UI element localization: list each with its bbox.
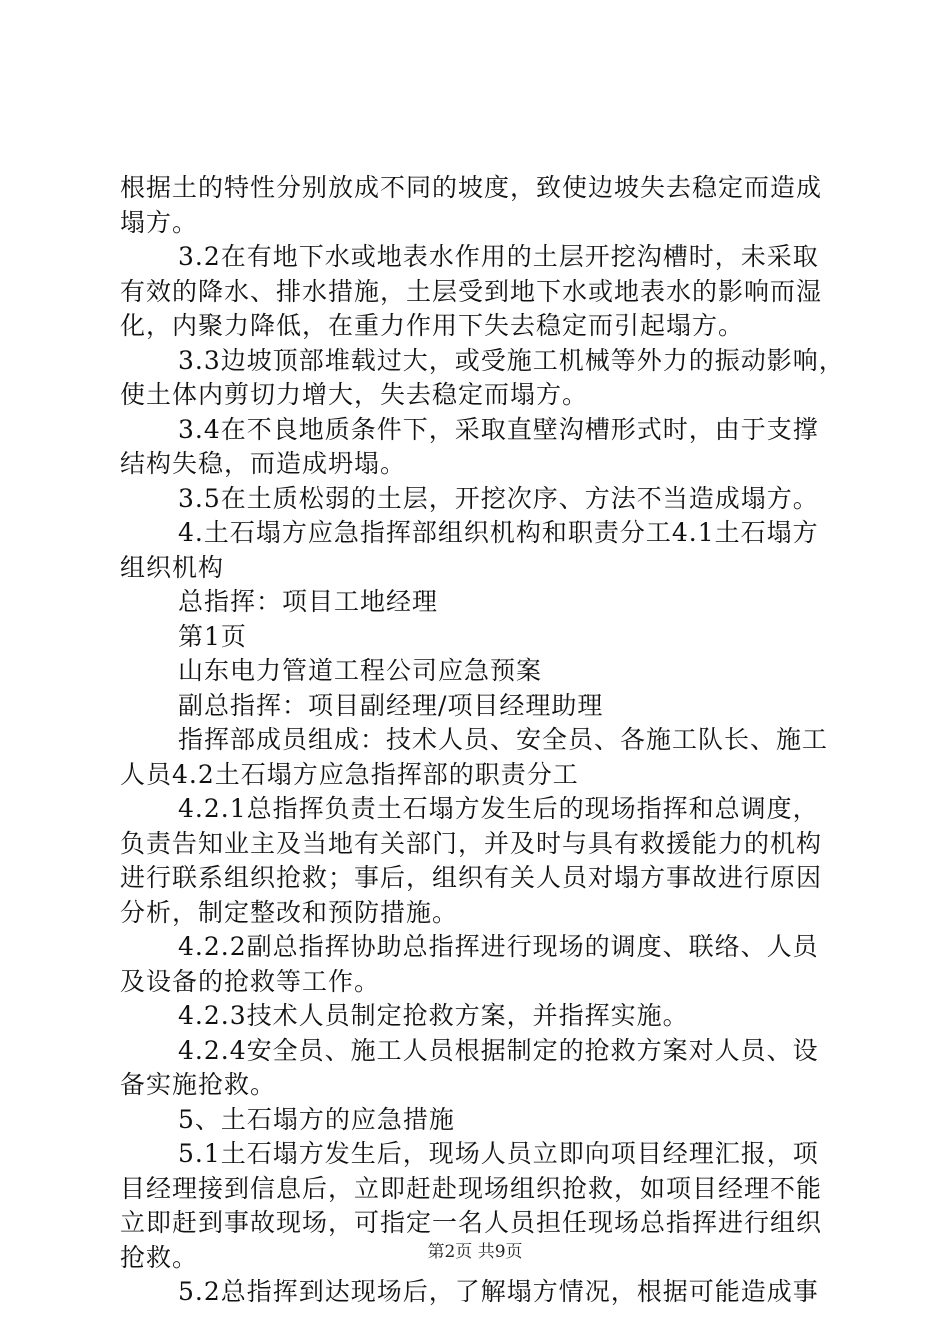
text-line: 备实施抢救。	[120, 1070, 277, 1099]
text-line: 使土体内剪切力增大，失去稳定而塌方。	[120, 380, 589, 409]
text-line: 分析，制定整改和预防措施。	[120, 897, 459, 927]
text-line: 化，内聚力降低，在重力作用下失去稳定而引起塌方。	[120, 311, 745, 340]
text-line: 总指挥：项目工地经理	[178, 587, 439, 616]
text-line: 4.2.2副总指挥协助总指挥进行现场的调度、联络、人员	[178, 932, 819, 961]
text-line: 人员4.2土石塌方应急指挥部的职责分工	[120, 759, 579, 789]
text-line: 山东电力管道工程公司应急预案	[178, 656, 543, 685]
text-line: 4.2.1总指挥负责土石塌方发生后的现场指挥和总调度，	[178, 794, 819, 823]
text-line: 及设备的抢救等工作。	[120, 966, 381, 996]
text-line: 3.2在有地下水或地表水作用的土层开挖沟槽时，未采取	[178, 242, 819, 271]
text-line: 结构失稳，而造成坍塌。	[120, 449, 407, 478]
text-line: 3.4在不良地质条件下，采取直壁沟槽形式时，由于支撑	[178, 414, 819, 444]
text-line: 5.1土石塌方发生后，现场人员立即向项目经理汇报，项	[178, 1139, 819, 1168]
text-line: 4.2.4安全员、施工人员根据制定的抢救方案对人员、设	[178, 1035, 819, 1065]
text-line: 进行联系组织抢救；事后，组织有关人员对塌方事故进行原因	[120, 863, 823, 892]
text-line: 4.2.3技术人员制定抢救方案，并指挥实施。	[178, 1001, 689, 1030]
text-line: 5.2总指挥到达现场后，了解塌方情况，根据可能造成事	[178, 1277, 819, 1306]
text-line: 指挥部成员组成：技术人员、安全员、各施工队长、施工	[178, 725, 829, 754]
text-line: 负责告知业主及当地有关部门，并及时与具有救援能力的机构	[120, 828, 823, 858]
text-line: 副总指挥：项目副经理/项目经理助理	[178, 690, 604, 720]
text-line: 第1页	[178, 621, 247, 651]
text-line: 4.土石塌方应急指挥部组织机构和职责分工4.1土石塌方	[178, 518, 819, 547]
text-line: 根据土的特性分别放成不同的坡度，致使边坡失去稳定而造成	[120, 173, 823, 202]
text-line: 3.5在土质松弱的土层，开挖次序、方法不当造成塌方。	[178, 483, 819, 513]
text-line: 抢救。	[120, 1242, 199, 1272]
text-line: 立即赶到事故现场，可指定一名人员担任现场总指挥进行组织	[120, 1208, 823, 1237]
document-body	[120, 171, 845, 1310]
text-line: 目经理接到信息后，立即赶赴现场组织抢救，如项目经理不能	[120, 1173, 823, 1203]
text-line: 塌方。	[120, 207, 199, 237]
text-line: 组织机构	[120, 552, 225, 582]
text-line: 有效的降水、排水措施，土层受到地下水或地表水的影响而湿	[120, 276, 823, 306]
text-line: 5、土石塌方的应急措施	[178, 1104, 455, 1134]
page-footer: 第2页 共9页	[427, 1242, 523, 1262]
text-line: 3.3边坡顶部堆载过大，或受施工机械等外力的振动影响，	[178, 345, 845, 375]
